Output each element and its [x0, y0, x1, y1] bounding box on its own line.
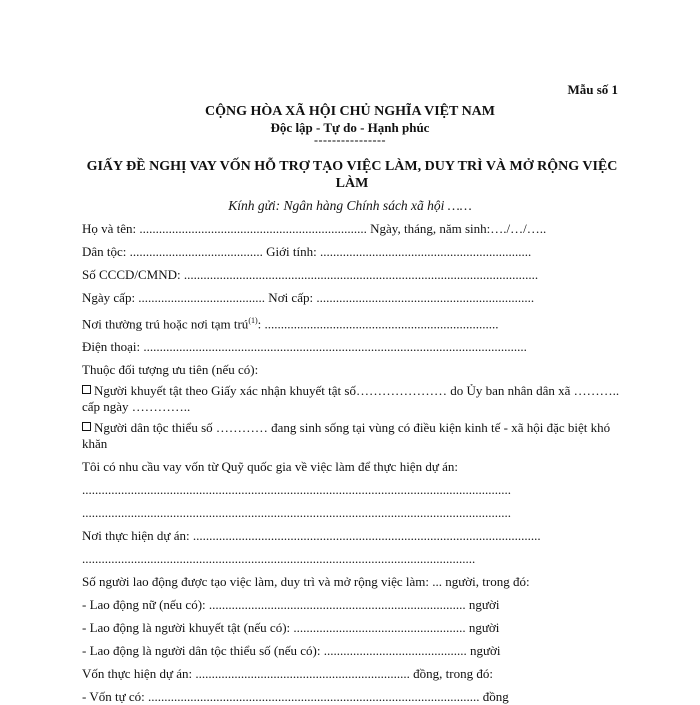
checkbox-icon[interactable] [82, 422, 91, 431]
footnote-marker: (1) [248, 316, 258, 325]
project-dots-1: .................................................................................................................................... [82, 482, 511, 498]
residence-label: Nơi thường trú hoặc nơi tạm trú [82, 316, 249, 332]
workers-disabled: - Lao động là người khuyết tật (nếu có): ..................................................... người [82, 620, 500, 636]
addressee-line: Kính gửi: Ngân hàng Chính sách xã hội …… [228, 198, 472, 213]
priority-disabled-text: Người khuyết tật theo Giấy xác nhận khuyết tật số………………… do Ủy ban nhân dân xã ……….. cấp ngày ………….. [82, 383, 620, 415]
workers-ethnic: - Lao động là người dân tộc thiểu số (nếu có): ............................................ người [82, 643, 501, 659]
phone-field: Điện thoại: ...................................................................................................................... [82, 339, 527, 355]
form-number: Mẫu số 1 [567, 82, 618, 97]
project-request: Tôi có nhu cầu vay vốn từ Quỹ quốc gia về việc làm để thực hiện dự án: [82, 459, 459, 475]
project-dots-2: .................................................................................................................................... [82, 505, 511, 521]
issue-date-place-field: Ngày cấp: ....................................... Nơi cấp: ................................................................... [82, 290, 535, 305]
national-motto: Độc lập - Tự do - Hạnh phúc [270, 120, 430, 135]
ethnicity-gender-field: Dân tộc: ......................................... Giới tính: ................................................................. [82, 244, 532, 259]
residence-field [82, 313, 622, 332]
form-title: GIẤY ĐỀ NGHỊ VAY VỐN HỖ TRỢ TẠO VIỆC LÀM, DUY TRÌ VÀ MỞ RỘNG VIỆC LÀM [86, 159, 618, 191]
name-field: Họ và tên: ...................................................................... Ngày, tháng, năm sinh:…./…/….. [82, 221, 547, 236]
id-number-field: Số CCCD/CMND: ............................................................................................................. [82, 267, 539, 282]
project-location-dots: ......................................................................................................................... [82, 551, 476, 567]
country-name: CỘNG HÒA XÃ HỘI CHỦ NGHĨA VIỆT NAM [204, 104, 495, 119]
priority-ethnic-option [82, 420, 622, 452]
form-body [82, 220, 622, 705]
project-location-field: Nơi thực hiện dự án: ........................................................................................................... [82, 528, 541, 544]
residence-dots: : ........................................................................ [257, 316, 499, 332]
priority-disabled-option [82, 383, 622, 415]
national-header [0, 103, 700, 145]
priority-heading: Thuộc đối tượng ưu tiên (nếu có): [82, 362, 259, 378]
header-divider: ---------------- [314, 133, 386, 147]
workers-female: - Lao động nữ (nếu có): ............................................................................... người [82, 597, 500, 613]
workers-total: Số người lao động được tạo việc làm, duy trì và mở rộng việc làm: ... người, trong đó: [82, 574, 530, 590]
capital-total: Vốn thực hiện dự án: .................................................................. đồng, trong đó: [82, 666, 493, 682]
priority-ethnic-text: Người dân tộc thiểu số ………… đang sinh sống tại vùng có điều kiện kinh tế - xã hội đặc biệt khó khăn [82, 420, 611, 452]
capital-own: - Vốn tự có: ...................................................................................................... đồng [82, 689, 509, 705]
checkbox-icon[interactable] [82, 385, 91, 394]
